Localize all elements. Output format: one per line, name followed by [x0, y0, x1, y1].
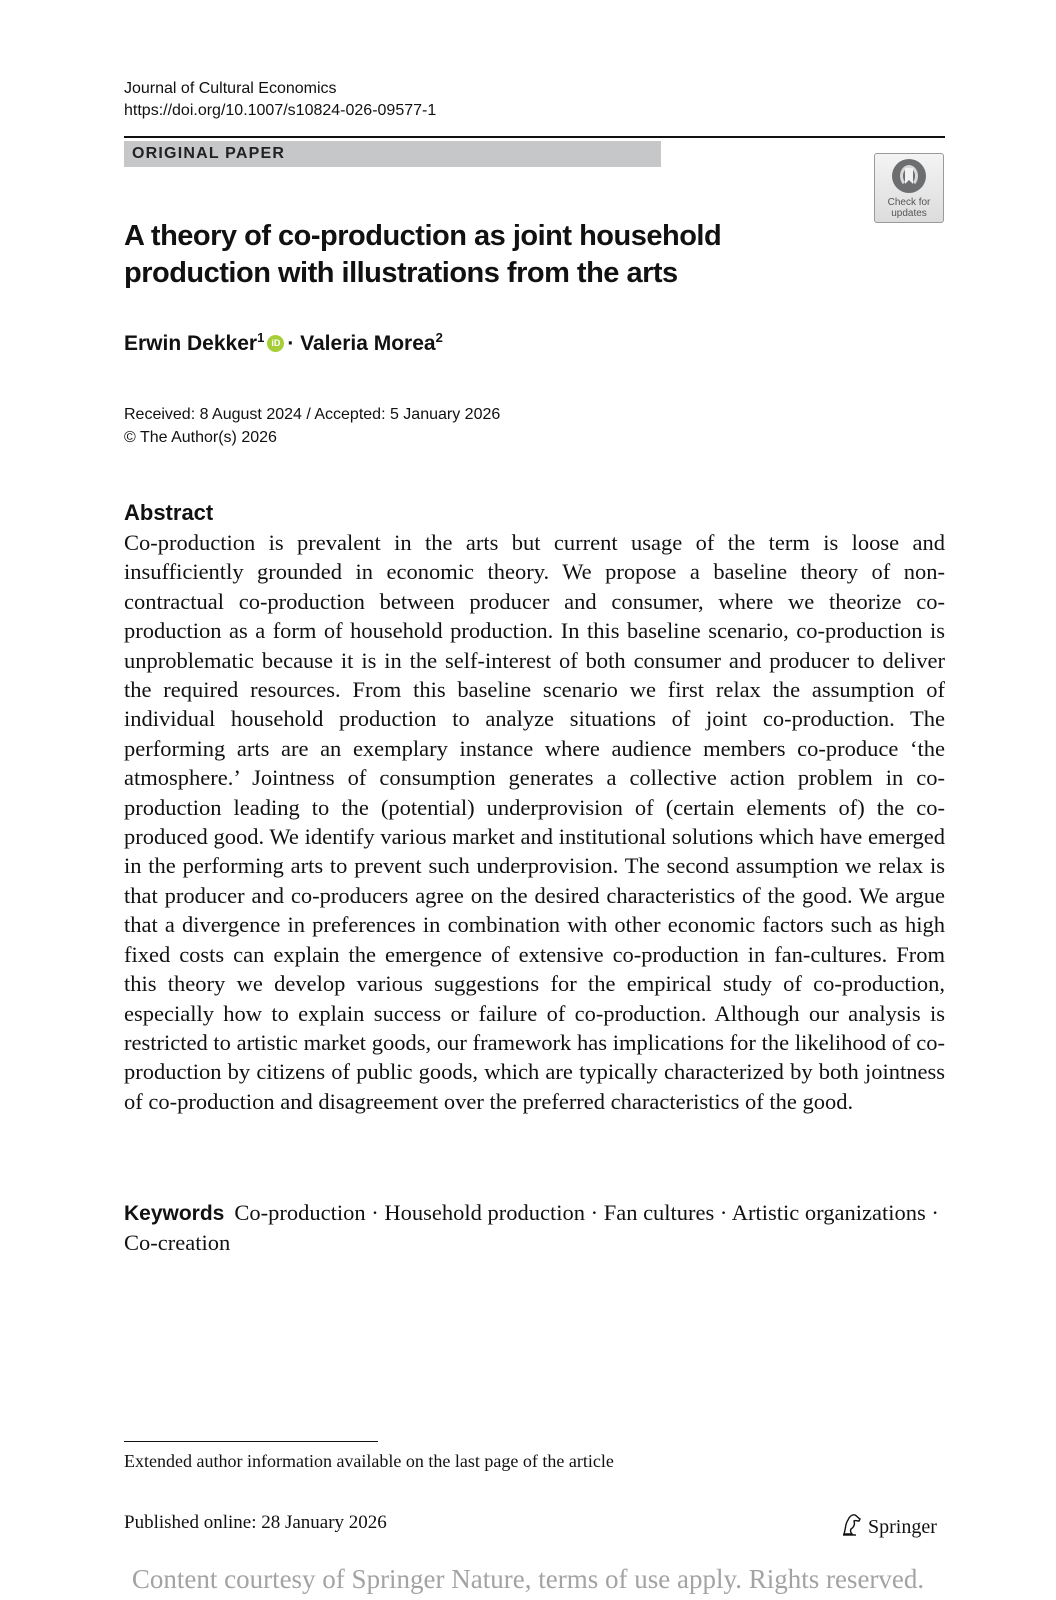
orcid-icon[interactable]: iD [267, 335, 284, 352]
journal-name: Journal of Cultural Economics [124, 80, 337, 97]
author-name[interactable]: Erwin Dekker [124, 332, 258, 355]
author-name[interactable]: Valeria Morea [300, 332, 436, 355]
author-affiliation: 1 [257, 330, 265, 345]
paper-type-banner: ORIGINAL PAPER [124, 141, 661, 167]
doi-link[interactable]: https://doi.org/10.1007/s10824-026-09577-1 [124, 102, 437, 119]
check-label-2: updates [891, 208, 927, 219]
article-dates [124, 403, 500, 449]
springer-horse-icon [840, 1512, 862, 1542]
published-date: Published online: 28 January 2026 [124, 1512, 387, 1533]
publisher-name: Springer [868, 1515, 937, 1538]
abstract-text: Co-production is prevalent in the arts but current usage of the term is loose and insufficiently grounded in economic theory. We propose a baseline theory of non-contractual co-production between producer and consumer, where we theorize co-production as a form of household production. In this baseline scenario, co-production is unproblematic because it is in the self-interest of both consumer and producer to deliver the required resources. From this baseline scenario we first relax the assumption of individual household production to analyze situations of joint co-production. The performing arts are an exemplary instance where audience members co-produce ‘the atmosphere.’ Jointness of consumption generates a collective action problem in co-production leading to the (potential) underprovision of (certain elements of) the co-produced good. We identify various market and institutional solutions which have emerged in the performing arts to prevent such underprovision. The second assumption we relax is that producer and co-producers agree on the desired characteristics of the good. We argue that a divergence in preferences in combination with other economic factors such as high fixed costs can explain the emergence of extensive co-production in fan-cultures. From this theory we develop various suggestions for the empirical study of co-production, especially how to explain success or failure of co-production. Although our analysis is restricted to artistic market goods, our framework has implications for the likelihood of co-production by citizens of public goods, which are typically characterized by both jointness of co-production and disagreement over the preferred characteristics of the good. [124, 530, 945, 1114]
keywords-label: Keywords [124, 1202, 225, 1225]
footnote: Extended author information available on the last page of the article [124, 1451, 614, 1471]
footnote-rule [124, 1441, 378, 1442]
keywords-list: Co-production · Household production · Fan cultures · Artistic organizations · Co-creation [124, 1200, 939, 1256]
author-separator: · [287, 332, 295, 355]
rights-notice: Content courtesy of Springer Nature, terms of use apply. Rights reserved. [131, 1564, 925, 1594]
journal-header [124, 78, 436, 122]
received-accepted: Received: 8 August 2024 / Accepted: 5 January 2026 [124, 406, 501, 423]
check-label-1: Check for [887, 197, 931, 208]
article-title: A theory of co-production as joint household production with illustrations from the arts [124, 220, 722, 289]
check-for-updates-icon[interactable] [874, 153, 944, 223]
abstract-heading: Abstract [124, 500, 214, 525]
publisher-logo [840, 1512, 937, 1542]
copyright: © The Author(s) 2026 [124, 429, 277, 446]
keywords [124, 1198, 945, 1258]
author-list [124, 330, 443, 356]
header-rule [124, 136, 945, 138]
author-affiliation: 2 [435, 330, 443, 345]
